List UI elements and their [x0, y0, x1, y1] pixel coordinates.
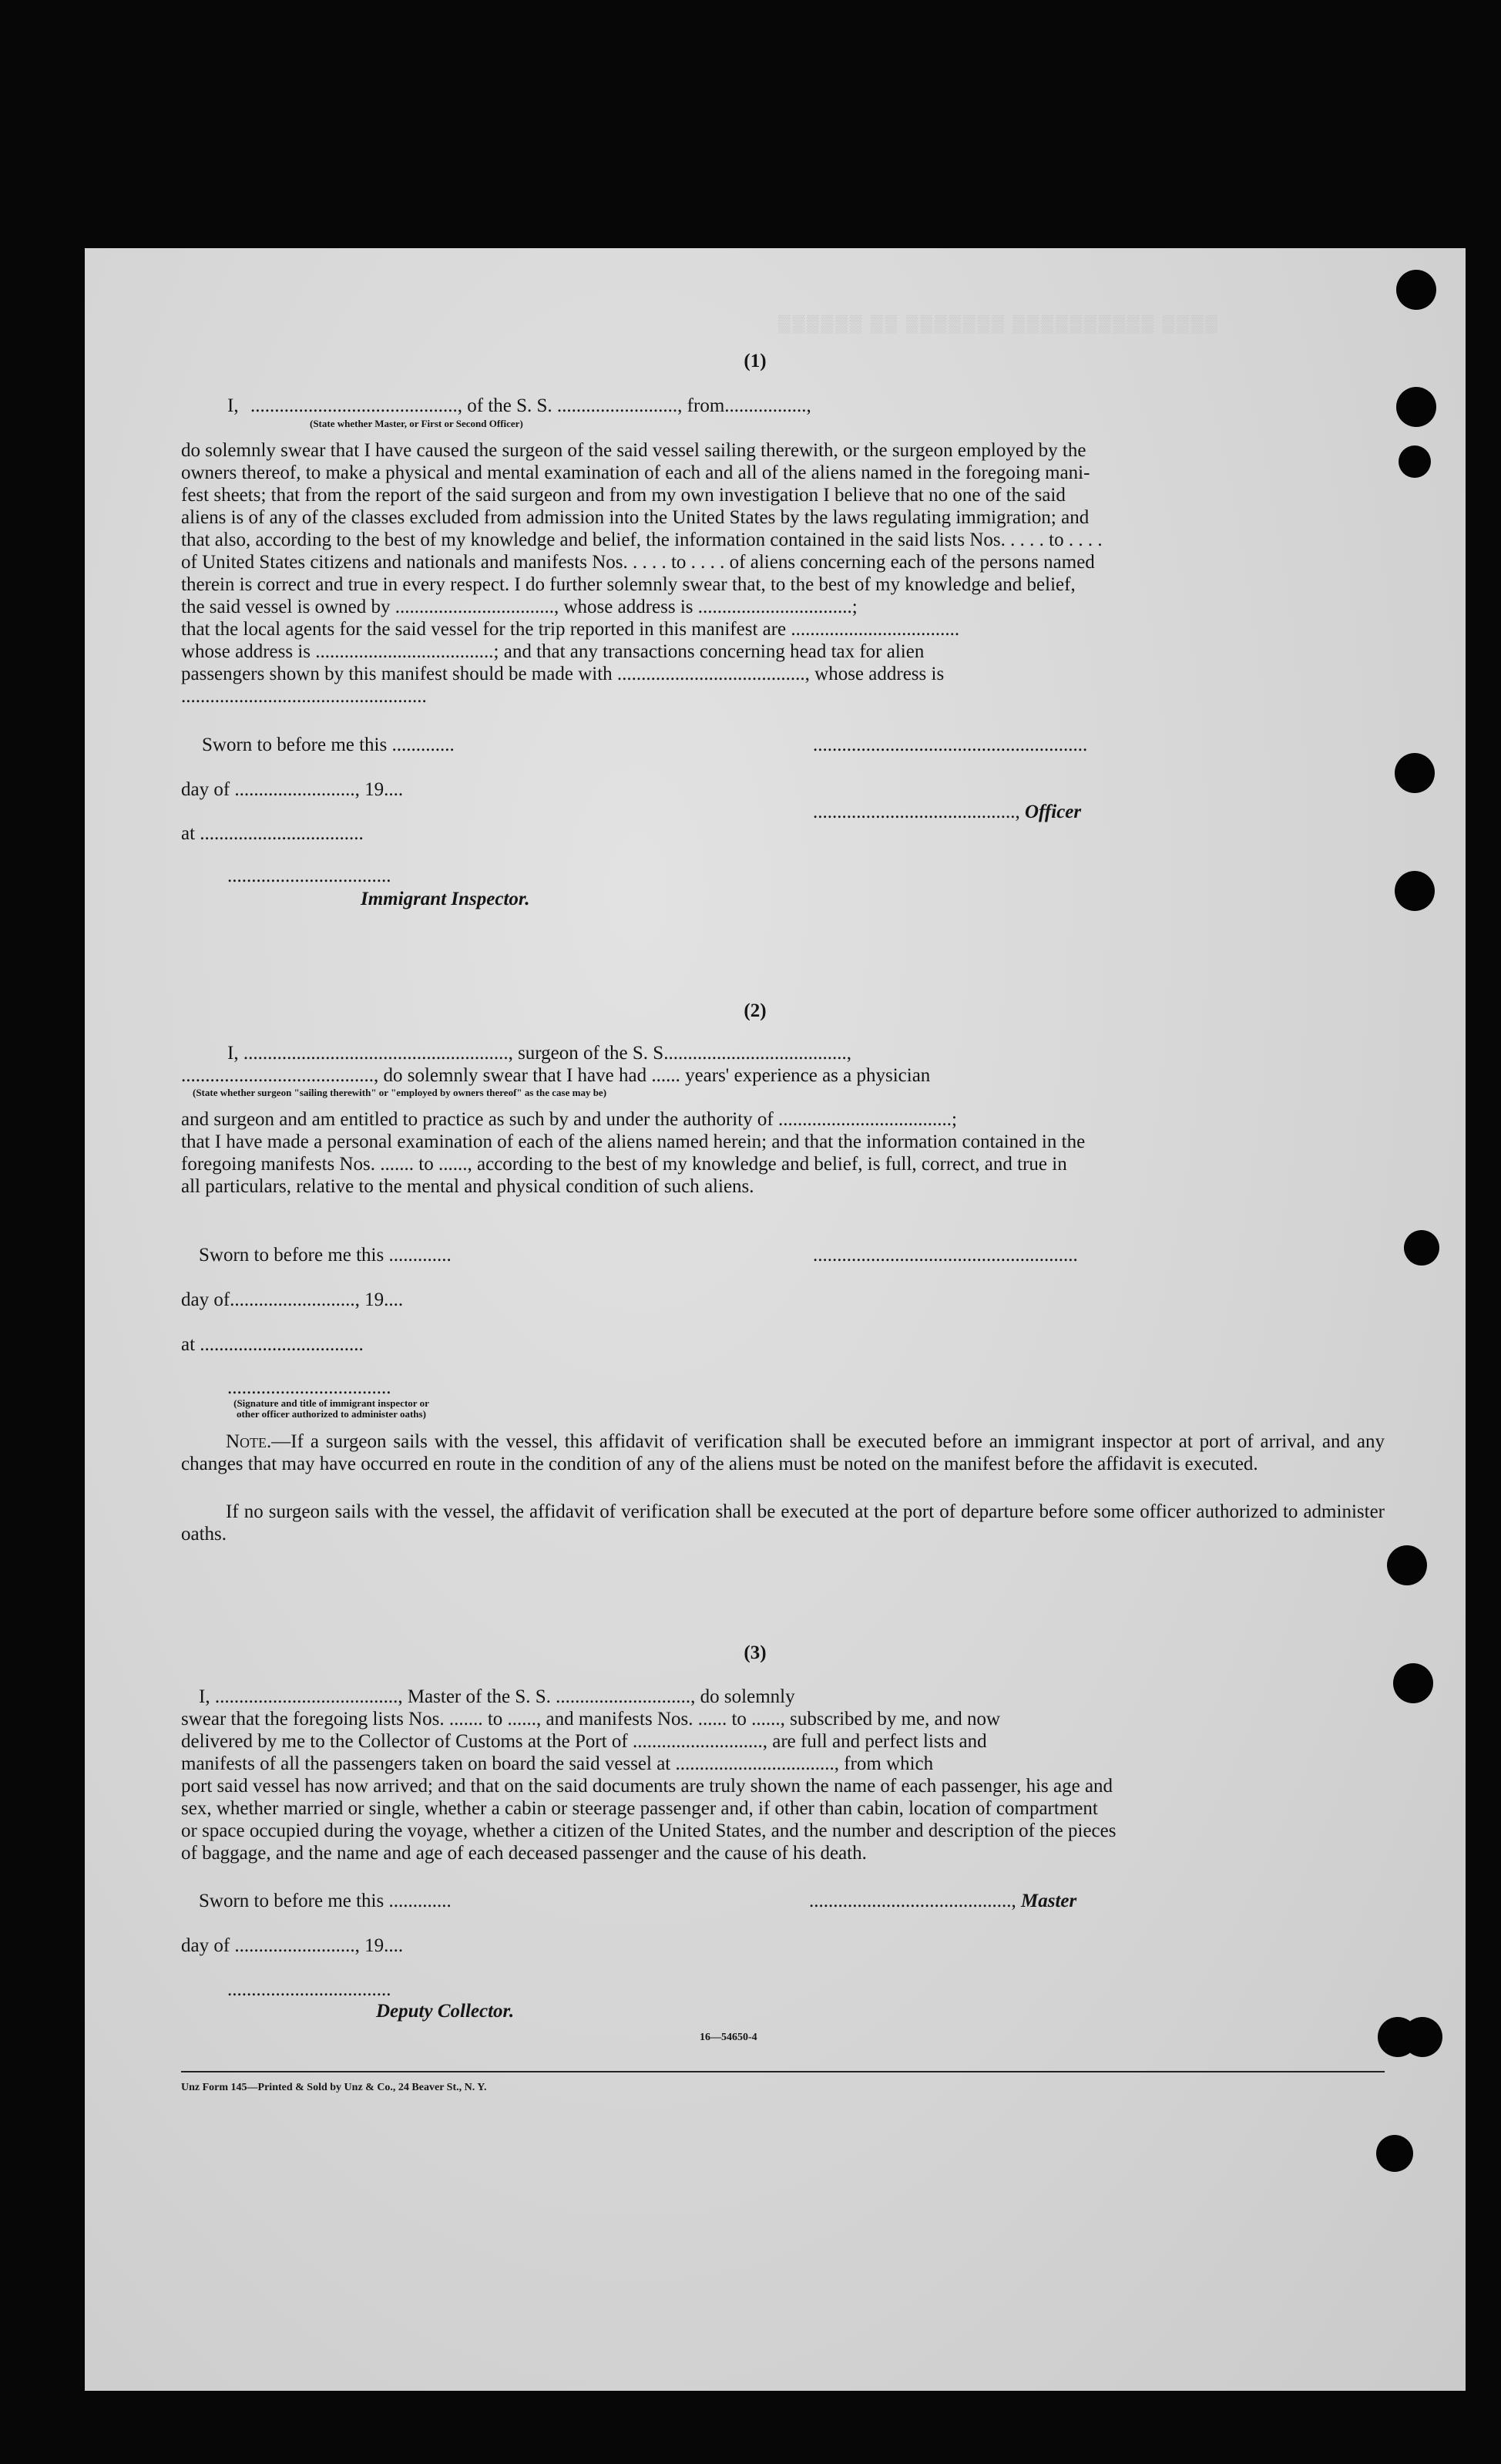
section-3-master-label: Master: [1021, 1891, 1077, 1911]
document-page: [85, 248, 1466, 2391]
section-3-collector-label: Deputy Collector.: [376, 2001, 515, 2022]
section-2-sworn: Sworn to before me this .............: [199, 1245, 452, 1266]
note-label: Note.: [226, 1431, 272, 1452]
bleed-through-text: ▒▒▒▒▒▒ ▒▒ ▒▒▒▒▒▒▒ ▒▒▒▒▒▒▒▒▒▒ ▒▒▒▒: [778, 314, 1221, 333]
body-line: do solemnly swear that I have caused the surgeon of the said vessel sailing therewith, or the surgeon employed by the: [181, 440, 1086, 461]
section-1-day: day of ........................., 19....: [181, 779, 404, 800]
section-1-sworn: Sworn to before me this .............: [202, 734, 455, 755]
section-2-signature-note-2: other officer authorized to administer oaths): [237, 1408, 426, 1420]
section-1-signature-line: ..................................: [227, 866, 391, 886]
section-2-line-1: I, ......................................................., surgeon of the S. S......................................,: [227, 1043, 851, 1064]
body-line: that the local agents for the said vessel for the trip reported in this manifest are ...................................: [181, 619, 960, 640]
body-line: therein is correct and true in every respect. I do further solemnly swear that, to the best of my knowledge and belief,: [181, 574, 1076, 595]
section-1-at: at ..................................: [181, 823, 364, 844]
section-3-signature-line: ..................................: [227, 1979, 391, 2000]
section-1-inspector-label: Immigrant Inspector.: [361, 889, 530, 909]
body-line: foregoing manifests Nos. ....... to ......, according to the best of my knowledge and belief, is full, correct, and true in: [181, 1154, 1067, 1175]
body-line: ...................................................: [181, 686, 427, 707]
body-line: that also, according to the best of my knowledge and belief, the information contained in the said lists Nos. . . . . to . . . .: [181, 529, 1103, 550]
body-line: the said vessel is owned by ................................., whose address is ................................;: [181, 597, 858, 617]
body-line: sex, whether married or single, whether a cabin or steerage passenger and, if other than cabin, location of compartment: [181, 1798, 1098, 1819]
section-2-note-2: If no surgeon sails with the vessel, the affidavit of verification shall be executed at the port of departure before some officer authorized to administer oaths.: [181, 1501, 1385, 1545]
section-2-at: at ..................................: [181, 1334, 364, 1355]
punch-hole: [1404, 1230, 1439, 1266]
body-line: whose address is .....................................; and that any transactions concerning head tax for alien: [181, 641, 925, 662]
section-3-sworn: Sworn to before me this .............: [199, 1891, 452, 1911]
section-2-signature-note-1: (Signature and title of immigrant inspector or: [233, 1397, 429, 1409]
printer-footer: Unz Form 145—Printed & Sold by Unz & Co., 24 Beaver St., N. Y.: [181, 2082, 487, 2093]
section-1-number: (1): [744, 351, 767, 371]
footer-rule: [181, 2071, 1385, 2072]
punch-hole: [1387, 1545, 1427, 1585]
body-line: all particulars, relative to the mental and physical condition of such aliens.: [181, 1176, 754, 1197]
section-1-line-i: I,: [227, 395, 239, 416]
body-line: and surgeon and am entitled to practice as such by and under the authority of ....................................;: [181, 1109, 957, 1130]
body-line: I, ......................................, Master of the S. S. ............................, do solemnly: [199, 1686, 795, 1707]
section-3-number: (3): [744, 1642, 767, 1663]
note-text-1: —If a surgeon sails with the vessel, this affidavit of verification shall be executed before an immigrant inspector at port of arrival, and any changes that may have occurred en route in the condition of any of the aliens must be noted on the manifest before the affidavit is executed.: [181, 1431, 1385, 1474]
section-1-line-1: ..........................................., of the S. S. ........................., from.................,: [250, 395, 811, 416]
section-1-officer-note: (State whether Master, or First or Second Officer): [310, 418, 523, 429]
section-3-day: day of ........................., 19....: [181, 1935, 404, 1956]
body-line: or space occupied during the voyage, whether a citizen of the United States, and the number and description of the pieces: [181, 1820, 1117, 1841]
body-line: that I have made a personal examination of each of the aliens named herein; and that the information contained in the: [181, 1131, 1086, 1152]
body-line: port said vessel has now arrived; and that on the said documents are truly shown the name of each passenger, his age and: [181, 1776, 1113, 1797]
section-2-right-line: .......................................................: [813, 1245, 1078, 1266]
section-2-signature-line: ..................................: [227, 1377, 391, 1398]
punch-hole: [1395, 753, 1435, 793]
section-1-right-line-2: ..........................................,: [813, 802, 1025, 822]
section-2-surgeon-note: (State whether surgeon "sailing therewith" or "employed by owners thereof" as the case may be): [193, 1087, 607, 1098]
body-line: of United States citizens and nationals and manifests Nos. . . . . to . . . . of aliens concerning each of the persons named: [181, 552, 1095, 573]
section-2-day: day of.........................., 19....: [181, 1289, 404, 1310]
body-line: fest sheets; that from the report of the said surgeon and from my own investigation I believe that no one of the said: [181, 485, 1066, 506]
form-code: 16—54650-4: [700, 2032, 757, 2043]
body-line: of baggage, and the name and age of each deceased passenger and the cause of his death.: [181, 1843, 867, 1864]
punch-hole: [1396, 270, 1436, 310]
body-line: aliens is of any of the classes excluded from admission into the United States by the laws regulating immigration; and: [181, 507, 1090, 528]
punch-hole: [1396, 387, 1436, 427]
punch-hole: [1376, 2135, 1413, 2172]
section-1-officer-label: Officer: [1025, 802, 1082, 822]
body-line: owners thereof, to make a physical and mental examination of each and all of the aliens named in the foregoing mani-: [181, 462, 1090, 483]
body-line: manifests of all the passengers taken on board the said vessel at ................................., from which: [181, 1753, 934, 1774]
section-1-right-line-1: .........................................................: [813, 734, 1088, 755]
punch-hole: [1399, 445, 1431, 478]
body-line: passengers shown by this manifest should be made with ......................................., whose address is: [181, 664, 945, 684]
section-2-note-1: [181, 1430, 1385, 1475]
punch-hole: [1393, 1663, 1433, 1703]
section-3-right-line: ..........................................,: [809, 1891, 1021, 1911]
punch-hole: [1402, 2017, 1442, 2057]
section-2-number: (2): [744, 1000, 767, 1021]
punch-hole: [1395, 871, 1435, 911]
body-line: delivered by me to the Collector of Customs at the Port of ..........................., are full and perfect lists and: [181, 1731, 987, 1752]
section-2-line-2: ........................................, do solemnly swear that I have had ...... years' experience as a physician: [181, 1065, 931, 1086]
body-line: swear that the foregoing lists Nos. ....... to ......, and manifests Nos. ...... to ......, subscribed by me, and now: [181, 1709, 1001, 1730]
